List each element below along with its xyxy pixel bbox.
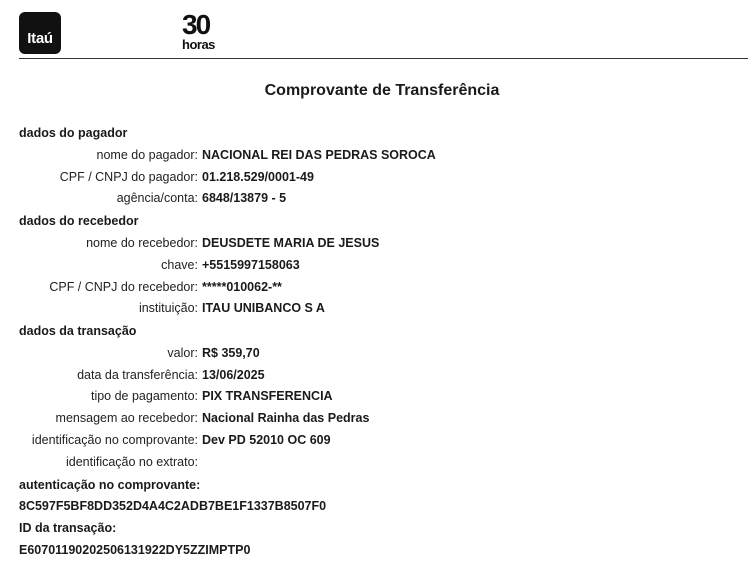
payer-name-row [0,148,748,166]
payer-section-title: dados do pagador [19,126,128,140]
transaction-date-row [0,368,748,386]
recipient-name-value: DEUSDETE MARIA DE JESUS [202,236,380,250]
payer-cnpj-value: 01.218.529/0001-49 [202,170,314,184]
recipient-key-label: chave: [161,258,198,272]
30-horas-logo-number: 30 [182,9,210,40]
header [0,0,748,60]
recipient-institution-label: instituição: [138,301,198,315]
recipient-name-label: nome do recebedor: [86,236,198,250]
recipient-cpf-value: *****010062-** [202,280,282,294]
authentication-label: autenticação no comprovante: [19,478,201,492]
itau-logo-text: Itaú [27,30,53,47]
30-horas-logo [182,9,230,56]
payment-type-value: PIX TRANSFERENCIA [202,389,333,403]
recipient-name-row [0,236,748,254]
transaction-amount-label: valor: [167,346,198,360]
receipt-id-value: Dev PD 52010 OC 609 [202,433,331,447]
recipient-section-title: dados do recebedor [19,214,139,228]
payer-account-row [0,191,748,209]
recipient-cpf-label: CPF / CNPJ do recebedor: [49,280,198,294]
transaction-section-title: dados da transação [19,324,137,338]
page-title: Comprovante de Transferência [264,82,500,99]
header-divider [19,58,748,59]
receipt-id-row [0,433,748,451]
recipient-message-label: mensagem ao recebedor: [55,411,198,425]
recipient-key-value: +5515997158063 [202,258,300,272]
transaction-id-label: ID da transação: [19,521,117,535]
transaction-date-value: 13/06/2025 [202,368,265,382]
payer-name-value: NACIONAL REI DAS PEDRAS SOROCA [202,148,436,162]
payment-type-label: tipo de pagamento: [90,389,198,403]
payer-name-label: nome do pagador: [96,148,198,162]
30-horas-logo-text: horas [182,37,215,52]
recipient-key-row [0,258,748,276]
recipient-institution-row [0,301,748,319]
payer-account-value: 6848/13879 - 5 [202,191,287,205]
statement-id-label: identificação no extrato: [65,455,198,469]
recipient-message-row [0,411,748,429]
recipient-message-value: Nacional Rainha das Pedras [202,411,370,425]
receipt-id-label: identificação no comprovante: [31,433,198,447]
transaction-amount-row [0,346,748,364]
payer-cnpj-label: CPF / CNPJ do pagador: [59,170,198,184]
payer-account-label: agência/conta: [116,191,198,205]
transaction-id-value: E60701190202506131922DY5ZZIMPTP0 [19,543,251,557]
transaction-date-label: data da transferência: [77,368,198,382]
itau-logo [19,12,61,54]
transaction-amount-value: R$ 359,70 [202,346,260,360]
recipient-cpf-row [0,280,748,298]
statement-id-row [0,455,748,473]
payer-cnpj-row [0,170,748,188]
recipient-institution-value: ITAU UNIBANCO S A [202,301,325,315]
authentication-value: 8C597F5BF8DD352D4A4C2ADB7BE1F1337B8507F0 [19,499,327,513]
payment-type-row [0,389,748,407]
